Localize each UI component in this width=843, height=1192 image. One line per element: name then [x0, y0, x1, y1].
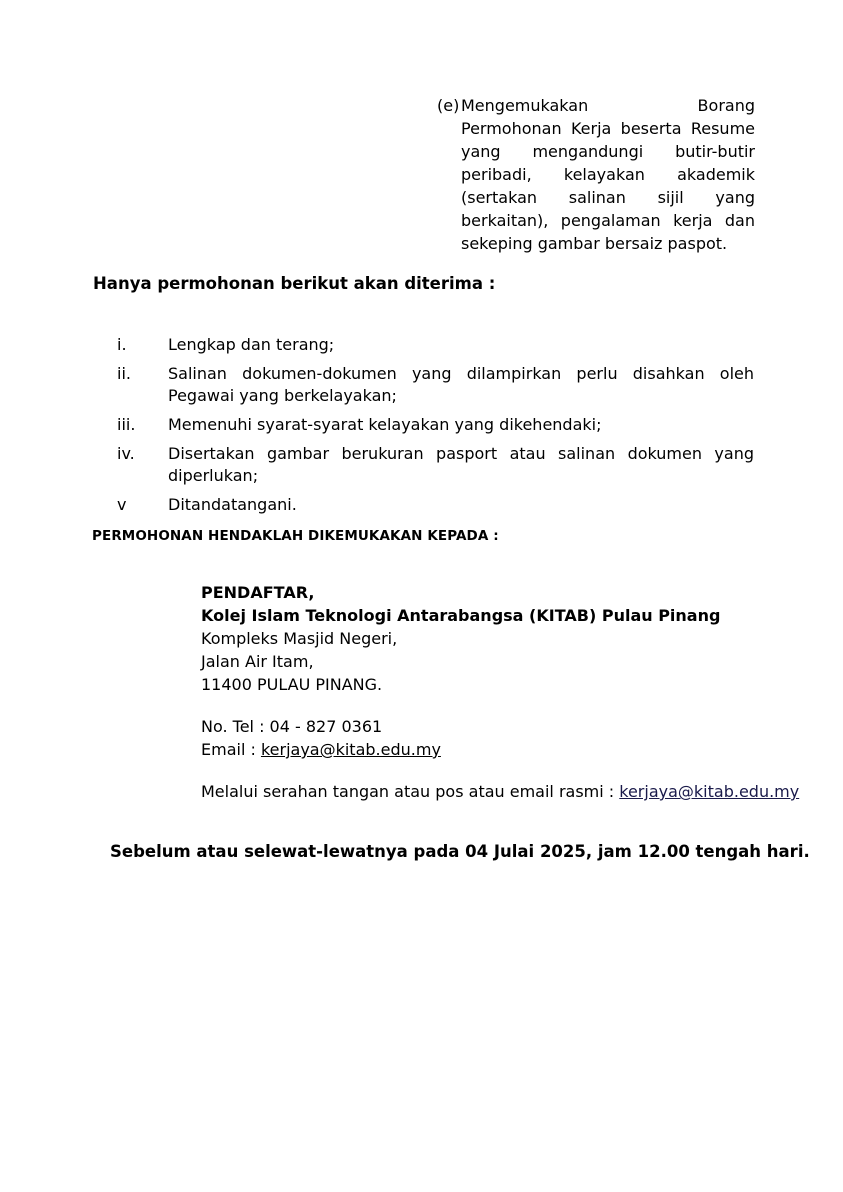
requirements-list [117, 334, 754, 523]
list-item-text: Lengkap dan terang; [168, 335, 335, 354]
list-item [117, 363, 754, 407]
list-item-text: Mengemukakan Borang Permohonan Kerja beserta Resume yang mengandungi butir-butir peribadi, kelayakan akademik (sertakan salinan sijil yang berkaitan), pengalaman kerja dan sekeping gambar bersaiz paspot. [461, 96, 755, 253]
email-link[interactable]: kerjaya@kitab.edu.my [260, 740, 441, 759]
deadline-notice: Sebelum atau selewat-lewatnya pada 04 Julai 2025, jam 12.00 tengah hari. [110, 842, 810, 861]
list-marker: (e) [437, 96, 460, 115]
list-item-text: Memenuhi syarat-syarat kelayakan yang dikehendaki; [168, 415, 602, 434]
recipient-title: PENDAFTAR, [201, 583, 315, 602]
list-item-text: Salinan dokumen-dokumen yang dilampirkan perlu disahkan oleh Pegawai yang berkelayakan; [168, 364, 754, 405]
list-number: v [117, 495, 127, 514]
list-item [117, 334, 754, 356]
list-item-text: Disertakan gambar berukuran pasport atau salinan dokumen yang diperlukan; [168, 444, 754, 485]
list-number: i. [117, 335, 127, 354]
address-block [201, 581, 800, 803]
list-number: iii. [117, 415, 136, 434]
list-item [117, 494, 754, 516]
submission-method [201, 780, 800, 803]
list-item [117, 443, 754, 487]
official-email-link[interactable]: kerjaya@kitab.edu.my [619, 782, 800, 801]
list-number: ii. [117, 364, 131, 383]
list-item [117, 414, 754, 436]
submission-method-text: Melalui serahan tangan atau pos atau email rasmi : [201, 782, 620, 801]
list-number: iv. [117, 444, 135, 463]
email-label: Email : [201, 740, 261, 759]
address-line: Jalan Air Itam, [201, 652, 314, 671]
submission-heading: PERMOHONAN HENDAKLAH DIKEMUKAKAN KEPADA : [92, 528, 499, 544]
accepted-applications-heading: Hanya permohonan berikut akan diterima : [93, 274, 496, 293]
list-item-e [437, 94, 755, 255]
phone-number: No. Tel : 04 - 827 0361 [201, 717, 383, 736]
institution-name: Kolej Islam Teknologi Antarabangsa (KITAB) Pulau Pinang [201, 606, 721, 625]
email-line [201, 738, 761, 761]
list-item-text: Ditandatangani. [168, 495, 297, 514]
address-line: 11400 PULAU PINANG. [201, 675, 383, 694]
address-line: Kompleks Masjid Negeri, [201, 629, 398, 648]
